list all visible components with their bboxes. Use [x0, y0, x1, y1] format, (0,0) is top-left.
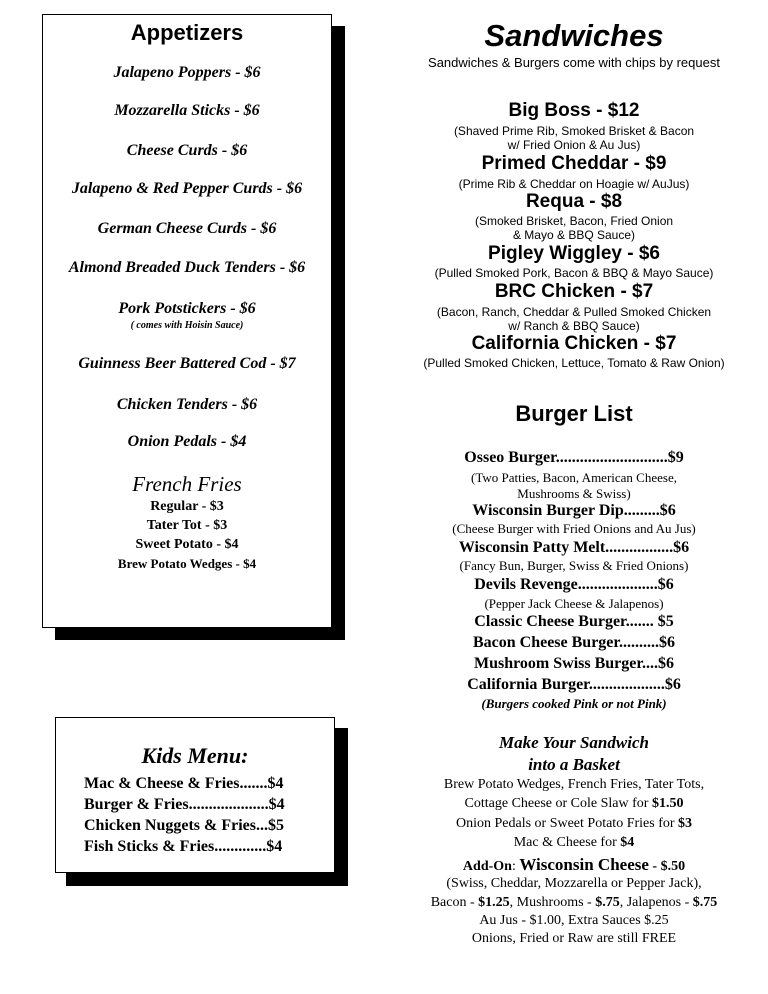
sandwiches-subtitle: Sandwiches & Burgers come with chips by request — [428, 55, 720, 70]
burger-name: Wisconsin Patty Melt.................$6 — [458, 539, 690, 556]
basket-line — [394, 895, 754, 911]
appetizer-note: ( comes with Hoisin Sauce) — [130, 320, 244, 331]
appetizer-item: Almond Breaded Duck Tenders - $6 — [68, 259, 306, 276]
fries-item: Brew Potato Wedges - $4 — [117, 556, 257, 571]
basket-line: Au Jus - $1.00, Extra Sauces $.25 — [479, 913, 669, 928]
appetizer-item: German Cheese Curds - $6 — [97, 220, 277, 237]
burger-name: Classic Cheese Burger....... $5 — [474, 613, 674, 630]
burger-desc: Mushrooms & Swiss) — [517, 486, 631, 501]
kids-title: Kids Menu: — [141, 743, 249, 768]
sandwich-desc: & Mayo & BBQ Sauce) — [512, 228, 636, 242]
sandwich-desc: w/ Fried Onion & Au Jus) — [507, 138, 641, 152]
sandwich-desc: (Smoked Brisket, Bacon, Fried Onion — [474, 214, 674, 228]
basket-line — [394, 796, 754, 812]
burger-desc: (Two Patties, Bacon, American Cheese, — [471, 470, 677, 485]
appetizer-item: Guinness Beer Battered Cod - $7 — [78, 355, 296, 372]
burger-name: Osseo Burger............................$9 — [464, 449, 684, 466]
basket-text: Cottage Cheese or Cole Slaw for — [464, 796, 652, 811]
sandwich-name: BRC Chicken - $7 — [494, 281, 654, 302]
basket-text: , Jalapenos - — [619, 895, 693, 910]
basket-price: $1.25 — [478, 895, 510, 910]
fries-item: Tater Tot - $3 — [146, 518, 228, 533]
basket-price: $3 — [678, 816, 693, 831]
basket-text: Onion Pedals or Sweet Potato Fries for — [455, 816, 679, 831]
appetizers-title: Appetizers — [130, 20, 244, 45]
addon-item: Wisconsin Cheese — [519, 855, 649, 874]
sandwich-name: California Chicken - $7 — [471, 333, 677, 354]
basket-price: $1.50 — [651, 796, 684, 811]
basket-line: (Swiss, Cheddar, Mozzarella or Pepper Jack), — [446, 876, 702, 891]
sandwiches-title: Sandwiches — [484, 18, 664, 53]
sandwich-desc: (Shaved Prime Rib, Smoked Brisket & Bacon — [453, 124, 695, 138]
appetizer-item: Mozzarella Sticks - $6 — [114, 102, 260, 119]
burger-name: Bacon Cheese Burger..........$6 — [472, 634, 676, 651]
sandwich-desc: (Prime Rib & Cheddar on Hoagie w/ AuJus) — [458, 177, 690, 191]
burger-name: Devils Revenge....................$6 — [474, 576, 674, 593]
burger-desc: (Fancy Bun, Burger, Swiss & Fried Onions) — [459, 558, 689, 573]
sandwich-desc: (Pulled Smoked Pork, Bacon & BBQ & Mayo Sauce) — [434, 266, 714, 280]
fries-title: French Fries — [132, 472, 242, 496]
appetizer-item: Onion Pedals - $4 — [127, 433, 247, 450]
sandwich-desc: (Pulled Smoked Chicken, Lettuce, Tomato & Raw Onion) — [423, 356, 725, 370]
addon-label: Add-On — [462, 859, 512, 874]
burgers-title: Burger List — [515, 401, 633, 426]
sandwich-name: Pigley Wiggley - $6 — [488, 243, 660, 264]
basket-line: Brew Potato Wedges, French Fries, Tater Tots, — [443, 777, 705, 792]
appetizer-item: Jalapeno Poppers - $6 — [113, 64, 261, 81]
basket-price: $.75 — [692, 895, 718, 910]
sandwich-desc: w/ Ranch & BBQ Sauce) — [508, 319, 640, 333]
addon-price: - $.50 — [648, 859, 686, 874]
appetizer-item: Pork Potstickers - $6 — [118, 300, 256, 317]
kids-item: Burger & Fries....................$4 — [84, 796, 285, 813]
basket-price: $4 — [620, 835, 635, 850]
basket-line — [394, 816, 754, 832]
burger-desc: (Pepper Jack Cheese & Jalapenos) — [484, 596, 664, 611]
basket-price: $.75 — [595, 895, 620, 910]
burger-name: Wisconsin Burger Dip.........$6 — [472, 502, 676, 519]
appetizer-item: Cheese Curds - $6 — [126, 142, 248, 159]
basket-title: Make Your Sandwich — [499, 733, 649, 752]
basket-text: Bacon - — [430, 895, 479, 910]
basket-line — [394, 835, 754, 851]
addon-colon: : — [511, 859, 520, 874]
fries-item: Sweet Potato - $4 — [135, 537, 239, 552]
appetizer-item: Chicken Tenders - $6 — [116, 396, 258, 413]
basket-text: Mac & Cheese for — [513, 835, 621, 850]
burger-name: California Burger...................$6 — [467, 676, 681, 693]
burger-desc: (Cheese Burger with Fried Onions and Au Jus) — [452, 521, 696, 536]
kids-item: Mac & Cheese & Fries.......$4 — [84, 775, 284, 792]
fries-item: Regular - $3 — [150, 499, 224, 514]
basket-text: , Mushrooms - — [509, 895, 596, 910]
burger-note: (Burgers cooked Pink or not Pink) — [481, 696, 667, 711]
appetizer-item: Jalapeno & Red Pepper Curds - $6 — [71, 180, 303, 197]
kids-item: Chicken Nuggets & Fries...$5 — [84, 817, 284, 834]
addon-line — [394, 855, 754, 875]
sandwich-name: Primed Cheddar - $9 — [481, 153, 667, 174]
sandwich-name: Big Boss - $12 — [508, 100, 640, 121]
sandwich-desc: (Bacon, Ranch, Cheddar & Pulled Smoked Chicken — [436, 305, 712, 319]
kids-item: Fish Sticks & Fries.............$4 — [84, 838, 283, 855]
basket-line: Onions, Fried or Raw are still FREE — [471, 931, 677, 946]
basket-title: into a Basket — [528, 755, 620, 774]
burger-name: Mushroom Swiss Burger....$6 — [473, 655, 675, 672]
sandwich-name: Requa - $8 — [525, 191, 623, 212]
